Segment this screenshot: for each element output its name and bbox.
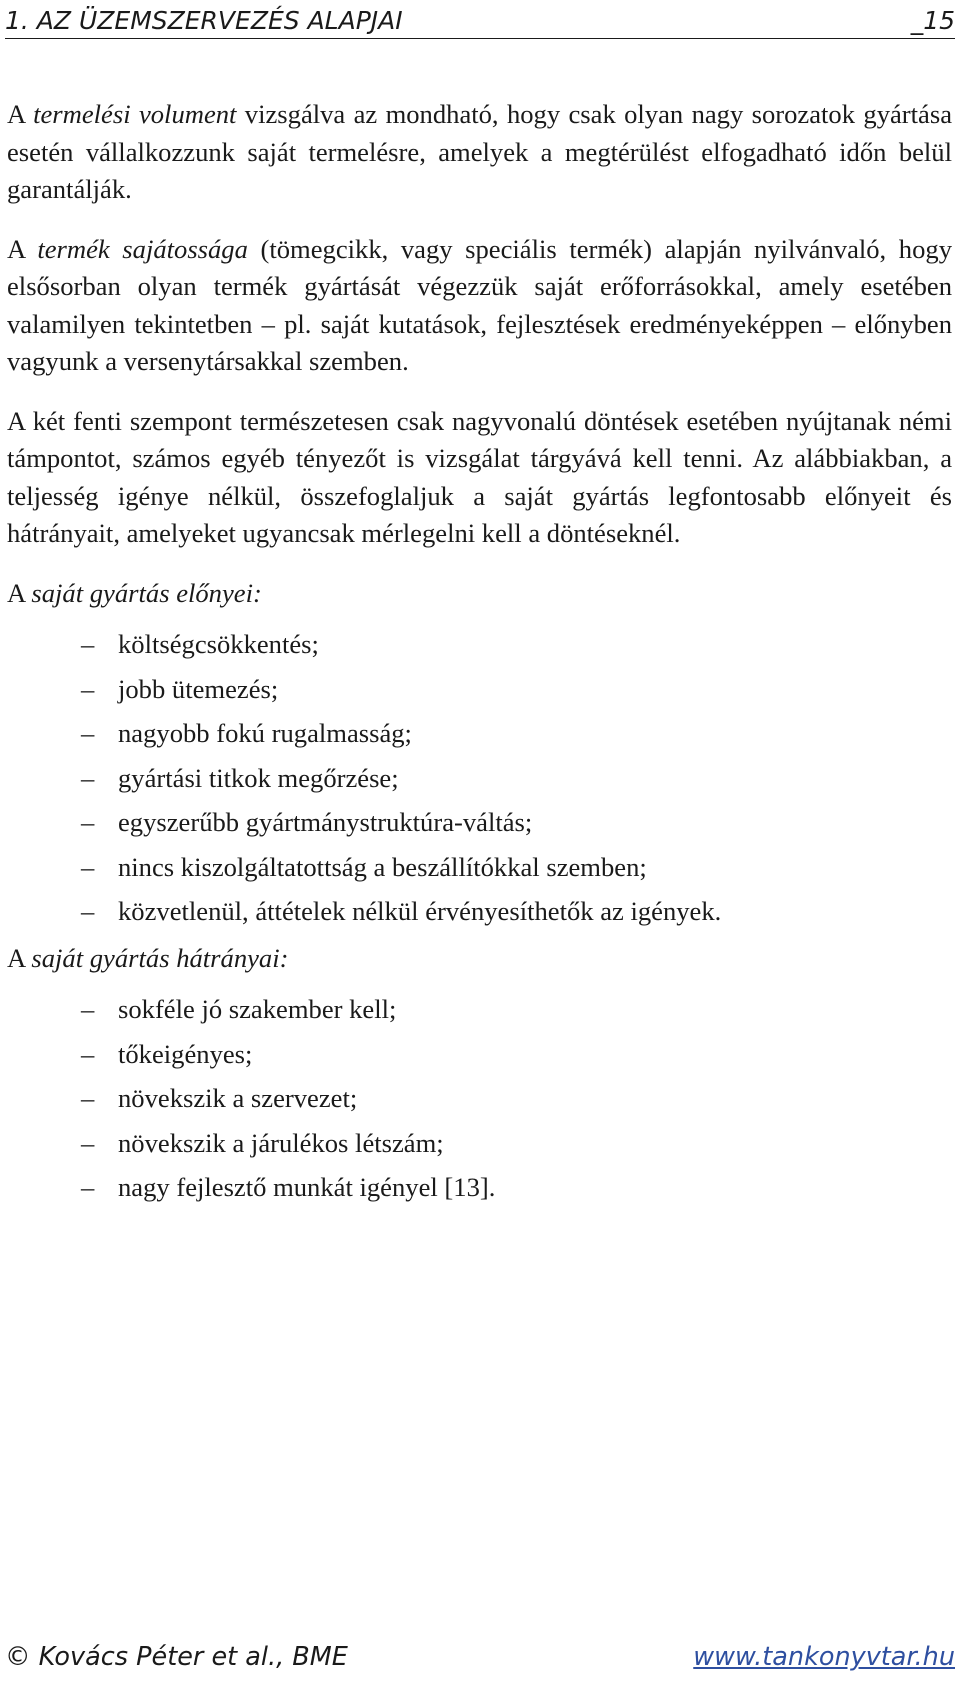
dash-bullet: –	[81, 1083, 95, 1113]
list-item	[7, 987, 952, 1032]
list-item	[7, 1121, 952, 1166]
list-item-text: jobb ütemezés;	[118, 673, 279, 704]
dash-bullet: –	[81, 807, 95, 837]
term-production-volume: termelési volument	[33, 99, 237, 129]
advantages-heading-text: saját gyártás előnyei:	[31, 577, 262, 608]
list-item-text: nincs kiszolgáltatottság a beszállítókkal szemben;	[118, 851, 647, 882]
list-item	[7, 1076, 952, 1121]
list-item	[7, 889, 952, 934]
list-item	[7, 800, 952, 845]
list-item-text: sokféle jó szakember kell;	[118, 994, 397, 1024]
list-item	[7, 1165, 952, 1210]
paragraph-text: vizsgálva az mondható, hogy csak olyan nagy sorozatok gyártása esetén vállalkozzunk saját termelésre, amelyek a megtérülést elfogadható időn belül garantálják.	[7, 99, 952, 204]
list-item-text: nagyobb fokú rugalmasság;	[118, 718, 412, 748]
list-item	[7, 667, 952, 712]
dash-bullet: –	[81, 1172, 95, 1202]
list-item-text: költségcsökkentés;	[118, 629, 319, 659]
list-item	[7, 711, 952, 756]
dash-bullet: –	[81, 896, 95, 926]
page-content	[7, 96, 952, 1216]
page-footer	[5, 1637, 955, 1677]
disadvantages-list	[7, 987, 952, 1210]
dash-bullet: –	[81, 718, 95, 748]
dash-bullet: –	[81, 851, 95, 882]
list-item-text: gyártási titkok megőrzése;	[118, 762, 399, 793]
page-header	[5, 4, 955, 39]
list-item-text: növekszik a járulékos létszám;	[118, 1127, 444, 1158]
disadvantages-heading	[7, 940, 952, 978]
dash-bullet: –	[81, 1038, 95, 1069]
paragraph-text: (tömegcikk, vagy speciális termék) alapján nyilvánvaló, hogy elsősorban olyan termék gyártását végezzük saját erőforrásokkal, amely esetében valamilyen tekintetben – pl. saját kutatások, fejlesztések eredményeképpen – előnyben vagyunk a versenytársakkal szemben.	[7, 233, 952, 376]
disadvantages-heading-text: saját gyártás hátrányai:	[31, 942, 289, 973]
heading-lead: A	[7, 577, 32, 608]
paragraph-production-volume	[7, 96, 952, 209]
website-link[interactable]: www.tankonyvtar.hu	[693, 1642, 955, 1672]
dash-bullet: –	[81, 994, 95, 1024]
list-item	[7, 622, 952, 667]
advantages-heading	[7, 575, 952, 613]
copyright-notice: © Kovács Péter et al., BME	[5, 1642, 348, 1672]
list-item-text: egyszerűbb gyártmánystruktúra-váltás;	[118, 807, 533, 837]
paragraph-lead: A	[7, 233, 38, 264]
chapter-title: 1. AZ ÜZEMSZERVEZÉS ALAPJAI	[5, 6, 403, 35]
term-product-specificity: termék sajátossága	[37, 233, 248, 264]
list-item	[7, 845, 952, 890]
page-number: _15	[910, 6, 955, 35]
advantages-list	[7, 622, 952, 934]
list-item	[7, 1032, 952, 1077]
list-item	[7, 756, 952, 801]
dash-bullet: –	[81, 629, 95, 659]
paragraph-lead: A	[7, 99, 34, 129]
list-item-text: közvetlenül, áttételek nélkül érvényesíthetők az igények.	[118, 896, 722, 926]
paragraph-summary: A két fenti szempont természetesen csak nagyvonalú döntések esetében nyújtanak némi támpontot, számos egyéb tényezőt is vizsgálat tárgyává kell tenni. Az alábbiakban, a teljesség igénye nélkül, összefoglaljuk a saját gyártás legfontosabb előnyeit és hátrányait, amelyeket ugyancsak mérlegelni kell a döntéseknél.	[7, 405, 952, 548]
list-item-text: növekszik a szervezet;	[118, 1083, 358, 1113]
dash-bullet: –	[81, 673, 95, 704]
list-item-text: tőkeigényes;	[118, 1038, 253, 1069]
heading-lead: A	[7, 942, 32, 973]
paragraph-product-specificity	[7, 231, 952, 381]
dash-bullet: –	[81, 762, 95, 793]
dash-bullet: –	[81, 1127, 95, 1158]
list-item-text: nagy fejlesztő munkát igényel [13].	[118, 1172, 496, 1202]
